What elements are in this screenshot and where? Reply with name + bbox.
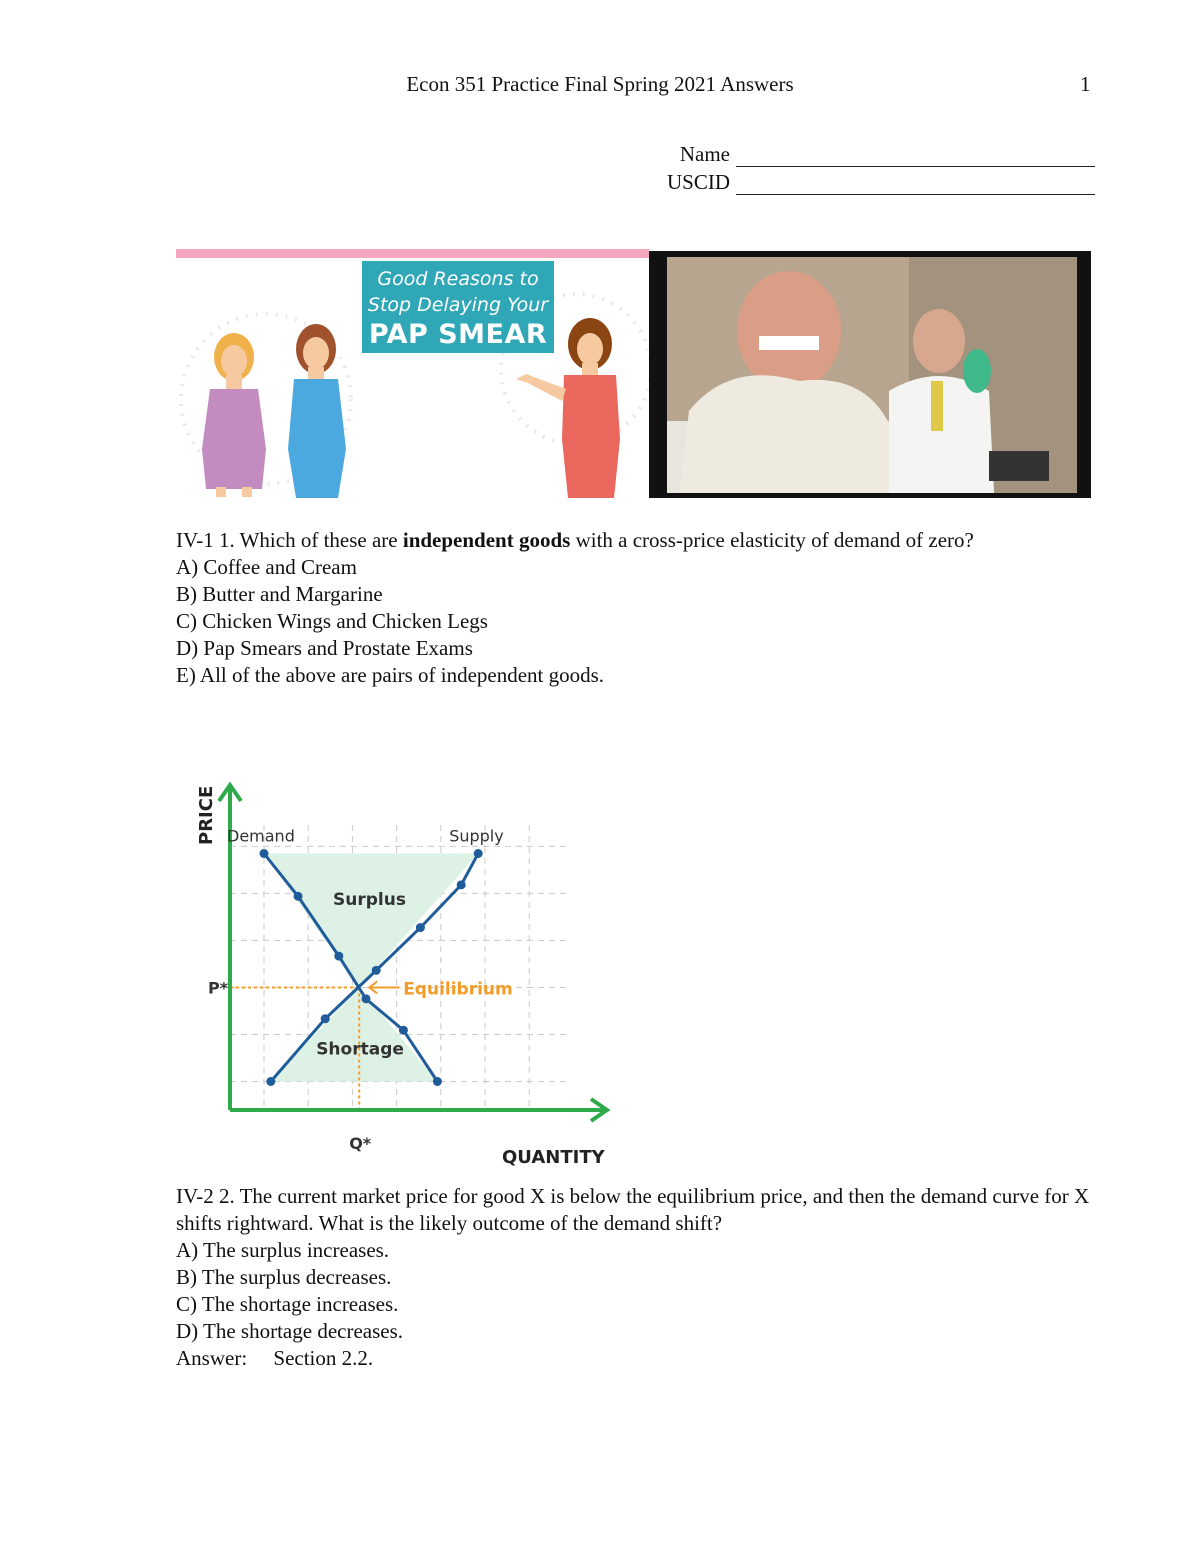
- demand-point: [294, 892, 303, 901]
- question-2-answer: [176, 1345, 1096, 1372]
- answer-label: Answer:: [176, 1346, 248, 1370]
- surplus-label: Surplus: [333, 889, 406, 910]
- name-field: [600, 142, 1095, 167]
- demand-point: [260, 849, 269, 858]
- p-star-label: P*: [208, 978, 229, 998]
- supply-point: [321, 1014, 330, 1023]
- demand-point: [362, 994, 371, 1003]
- shortage-region: [271, 987, 438, 1081]
- document-title: Econ 351 Practice Final Spring 2021 Answers: [406, 72, 794, 96]
- supply-demand-chart: [190, 775, 620, 1170]
- name-blank-line: [736, 148, 1095, 167]
- surplus-region: [264, 854, 478, 988]
- question-2-stem: IV-2 2. The current market price for good X is below the equilibrium price, and then the demand curve for X shifts rightward. What is the likely outcome of the demand shift?: [176, 1184, 1090, 1235]
- shortage-label: Shortage: [316, 1039, 404, 1060]
- question-1: [176, 527, 974, 689]
- question-1-option-b: B) Butter and Margarine: [176, 582, 383, 606]
- question-2: [176, 1183, 1096, 1372]
- supply-point: [457, 880, 466, 889]
- supply-point: [416, 923, 425, 932]
- question-2-option-c: C) The shortage increases.: [176, 1292, 399, 1316]
- name-label: Name: [679, 142, 730, 166]
- demand-point: [433, 1077, 442, 1086]
- question-1-prefix: IV-1 1. Which of these are: [176, 528, 403, 552]
- supply-point: [372, 966, 381, 975]
- question-2-option-d: D) The shortage decreases.: [176, 1319, 404, 1343]
- chart-svg: [190, 775, 620, 1170]
- y-axis-label: PRICE: [196, 785, 217, 845]
- uscid-field: [600, 170, 1095, 195]
- answer-value: Section 2.2.: [273, 1346, 374, 1370]
- banner-sign: [362, 261, 554, 353]
- photo-scene: [649, 251, 1091, 498]
- supply-point: [474, 849, 483, 858]
- supply-point: [266, 1077, 275, 1086]
- question-2-option-a: A) The surplus increases.: [176, 1238, 390, 1262]
- supply-label: Supply: [449, 826, 504, 846]
- question-1-option-a: A) Coffee and Cream: [176, 555, 357, 579]
- x-axis-label: QUANTITY: [502, 1147, 605, 1168]
- question-1-stem: [176, 527, 974, 554]
- q-star-label: Q*: [349, 1134, 372, 1153]
- question-1-option-c: C) Chicken Wings and Chicken Legs: [176, 609, 488, 633]
- banner-line-1: Good Reasons to: [377, 268, 539, 290]
- pap-smear-banner: [176, 249, 649, 498]
- banner-line-3: PAP SMEAR: [368, 319, 548, 350]
- uscid-blank-line: [736, 176, 1095, 195]
- question-1-option-d: D) Pap Smears and Prostate Exams: [176, 636, 473, 660]
- question-1-bold-term: independent goods: [402, 528, 571, 552]
- question-1-option-e: E) All of the above are pairs of independent goods.: [176, 663, 605, 687]
- demand-point: [334, 952, 343, 961]
- question-1-suffix: with a cross-price elasticity of demand of zero?: [570, 528, 974, 552]
- banner-line-2: Stop Delaying Your: [367, 294, 549, 316]
- question-2-option-b: B) The surplus decreases.: [176, 1265, 392, 1289]
- demand-point: [399, 1026, 408, 1035]
- demand-label: Demand: [227, 826, 295, 846]
- uscid-label: USCID: [666, 170, 730, 194]
- patient-exam-photo: [649, 251, 1091, 498]
- page-number: 1: [1080, 72, 1091, 96]
- equilibrium-label: Equilibrium: [403, 979, 513, 1000]
